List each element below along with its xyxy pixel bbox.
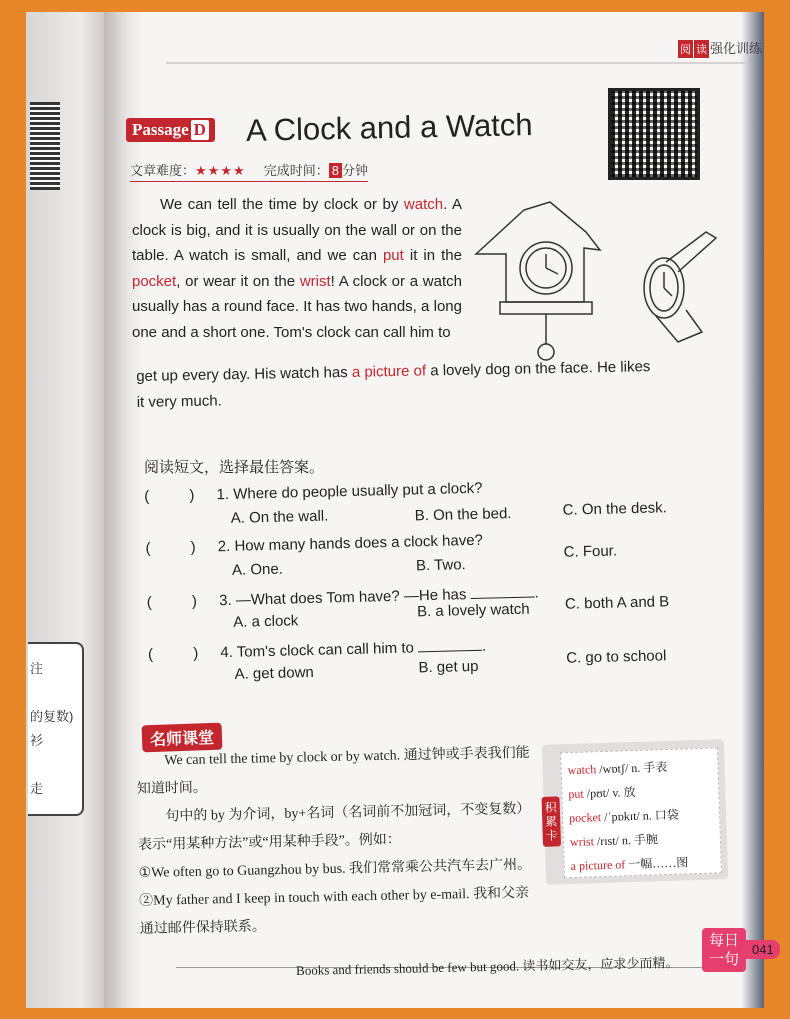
passage-text: a lovely dog on the face. He likes [430, 358, 651, 380]
question-list [144, 474, 709, 696]
option-b[interactable]: B. get up [418, 657, 479, 677]
passage-label: Passage [132, 120, 189, 139]
vocab-phonetic: /pʊt/ [586, 785, 610, 801]
vocab-pos: n. [631, 760, 641, 776]
option-b[interactable]: B. Two. [415, 556, 466, 575]
left-note-text: 注 [30, 661, 44, 676]
clock-watch-illustration [466, 192, 726, 362]
question-number: 4. [220, 643, 234, 662]
daily-label: 一句 [708, 951, 739, 968]
page-number: 041 [746, 940, 780, 959]
footer-quote: Books and friends should be few but good. 读书如交友，应求少而精。 [295, 954, 679, 979]
cuckoo-clock-icon [476, 202, 600, 360]
vocab-meaning: 口袋 [654, 807, 679, 823]
reading-passage [132, 192, 462, 346]
teacher-text-zh: 句中的 by 为介词，by+名词（名词前不加冠词，不变复数）表示“用某种方法”或“用某种手段”。例如： [137, 801, 531, 853]
passage-letter: D [191, 120, 209, 140]
keyword-wrist: wrist [299, 272, 331, 290]
passage-text: it in the [409, 247, 462, 265]
passage-badge [126, 118, 215, 142]
question-stem: —What does Tom have? —He has [235, 586, 467, 609]
question-stem: Tom's clock can call him to [236, 639, 415, 661]
header-box: 读 [694, 40, 709, 58]
vocab-pos: n. [621, 833, 632, 848]
vocab-meaning: 一幅……图 [628, 855, 689, 872]
vocab-meaning: 手表 [643, 759, 668, 775]
teacher-section-label: 名师课堂 [142, 723, 223, 753]
vocab-pos: n. [642, 808, 652, 823]
answer-blank[interactable]: ( ) [145, 538, 214, 557]
vocab-meaning: 手腕 [633, 832, 659, 848]
example-en: We often go to Guangzhou by bus. [151, 861, 346, 881]
time-label: 完成时间： [263, 163, 329, 178]
option-a[interactable]: A. On the wall. [230, 507, 329, 527]
page-edge-shadow [742, 12, 764, 1008]
vocab-word: watch [567, 762, 597, 778]
book-photo-frame [26, 12, 774, 1008]
qr-code[interactable] [608, 88, 700, 180]
example-zh: 我和父亲通过邮件保持联系。 [139, 885, 530, 937]
vocab-phonetic: /rɪst/ [596, 833, 620, 849]
keyword-put: put [382, 247, 404, 265]
daily-label: 每日 [708, 932, 739, 949]
fill-blank[interactable] [418, 636, 482, 653]
time-minutes: 8 [329, 163, 342, 178]
teacher-notes [136, 740, 540, 944]
vocab-word: put [568, 786, 584, 802]
vocab-item [569, 806, 679, 826]
option-c[interactable]: C. On the desk. [562, 499, 668, 519]
question-stem: Where do people usually put a clock? [233, 479, 483, 503]
section-header [678, 38, 762, 58]
left-note-text: 的复数) [30, 709, 74, 724]
option-a[interactable]: A. a clock [233, 612, 299, 631]
answer-blank[interactable]: ( ) [147, 644, 217, 663]
question-number: 1. [216, 485, 230, 504]
example-en: My father and I keep in touch with each other by e-mail. [153, 887, 470, 909]
vocab-item [570, 830, 659, 850]
passage-meta [130, 160, 368, 182]
option-b[interactable]: B. On the bed. [414, 505, 512, 525]
teacher-text-en: We can tell the time by clock or by watch. [164, 748, 401, 769]
left-note-text: 衫 [30, 733, 44, 748]
vocab-word: wrist [569, 834, 595, 850]
question-4: ( ) 4. Tom's clock can call him to . A. get down B. get up C. go to school [147, 637, 667, 683]
passage-text: it very much. [136, 392, 222, 411]
vocab-meaning: 放 [623, 784, 636, 800]
passage-text: ! A clock or a watch usually has a round face. It has two hands, a long one and a short one. Tom's clock can call him to [132, 272, 462, 341]
example-number: ② [139, 893, 154, 909]
option-a[interactable]: A. get down [234, 663, 314, 683]
header-divider [166, 62, 746, 64]
option-b[interactable]: B. a lovely watch [416, 600, 530, 621]
passage-text: . A clock is big, and it is usually on the wall or on the table. A watch is small, and we can [132, 196, 463, 265]
left-note-text: 走 [30, 781, 44, 796]
daily-quote-badge [702, 928, 746, 972]
fill-blank[interactable] [470, 582, 534, 599]
question-number: 3. [218, 591, 232, 610]
question-3: ( ) 3. —What does Tom have? —He has . A. a clock B. a lovely watch C. both A and B [146, 584, 670, 631]
example-number: ① [138, 865, 152, 881]
answer-blank[interactable]: ( ) [144, 486, 213, 505]
keyword-watch: watch [403, 196, 444, 213]
vocab-word: pocket [568, 810, 602, 826]
vocab-card [542, 739, 728, 885]
left-page-edge [26, 12, 104, 1008]
passage-text: We can tell the time by clock or by [160, 196, 399, 213]
left-page-note-box [28, 642, 84, 816]
vocab-pos: v. [612, 785, 621, 800]
vocab-item [568, 783, 636, 802]
vocab-list [560, 747, 722, 878]
vocab-item [570, 853, 688, 874]
example-zh: 我们常常乘公共汽车去广州。 [348, 857, 532, 877]
keyword-a-picture-of: a picture of [351, 362, 427, 381]
option-c[interactable]: C. Four. [563, 542, 618, 561]
right-page [130, 12, 774, 1008]
question-stem: How many hands does a clock have? [234, 531, 484, 555]
left-qr-code [30, 102, 60, 190]
option-c[interactable]: C. both A and B [564, 593, 670, 613]
passage-text: get up every day. His watch has [136, 363, 348, 385]
question-number: 2. [217, 537, 231, 556]
vocab-phonetic: /ˈpɒkɪt/ [603, 808, 640, 824]
difficulty-label: 文章难度： [130, 163, 196, 178]
answer-blank[interactable]: ( ) [146, 592, 216, 611]
header-text: 强化训练 [710, 41, 763, 56]
option-a[interactable]: A. One. [231, 560, 284, 579]
header-box: 阅 [678, 40, 693, 58]
option-c[interactable]: C. go to school [566, 647, 667, 667]
difficulty-stars: ★★★★ [195, 163, 246, 178]
reading-passage-continued [136, 353, 727, 416]
keyword-pocket: pocket [132, 272, 177, 290]
time-unit: 分钟 [341, 163, 368, 178]
wristwatch-icon [644, 232, 716, 342]
instruction: 阅读短文，选择最佳答案。 [144, 459, 325, 476]
vocab-item [567, 758, 667, 778]
teacher-text-zh: 通过钟或手表我们能知道时间。 [136, 745, 530, 797]
passage-text: , or wear it on the [176, 272, 296, 290]
vocab-phonetic: /wɒtʃ/ [599, 761, 629, 777]
vocab-word: a picture of [570, 857, 626, 874]
page-title: A Clock and a Watch [245, 107, 533, 148]
vocab-card-label: 积累卡 [541, 796, 561, 847]
